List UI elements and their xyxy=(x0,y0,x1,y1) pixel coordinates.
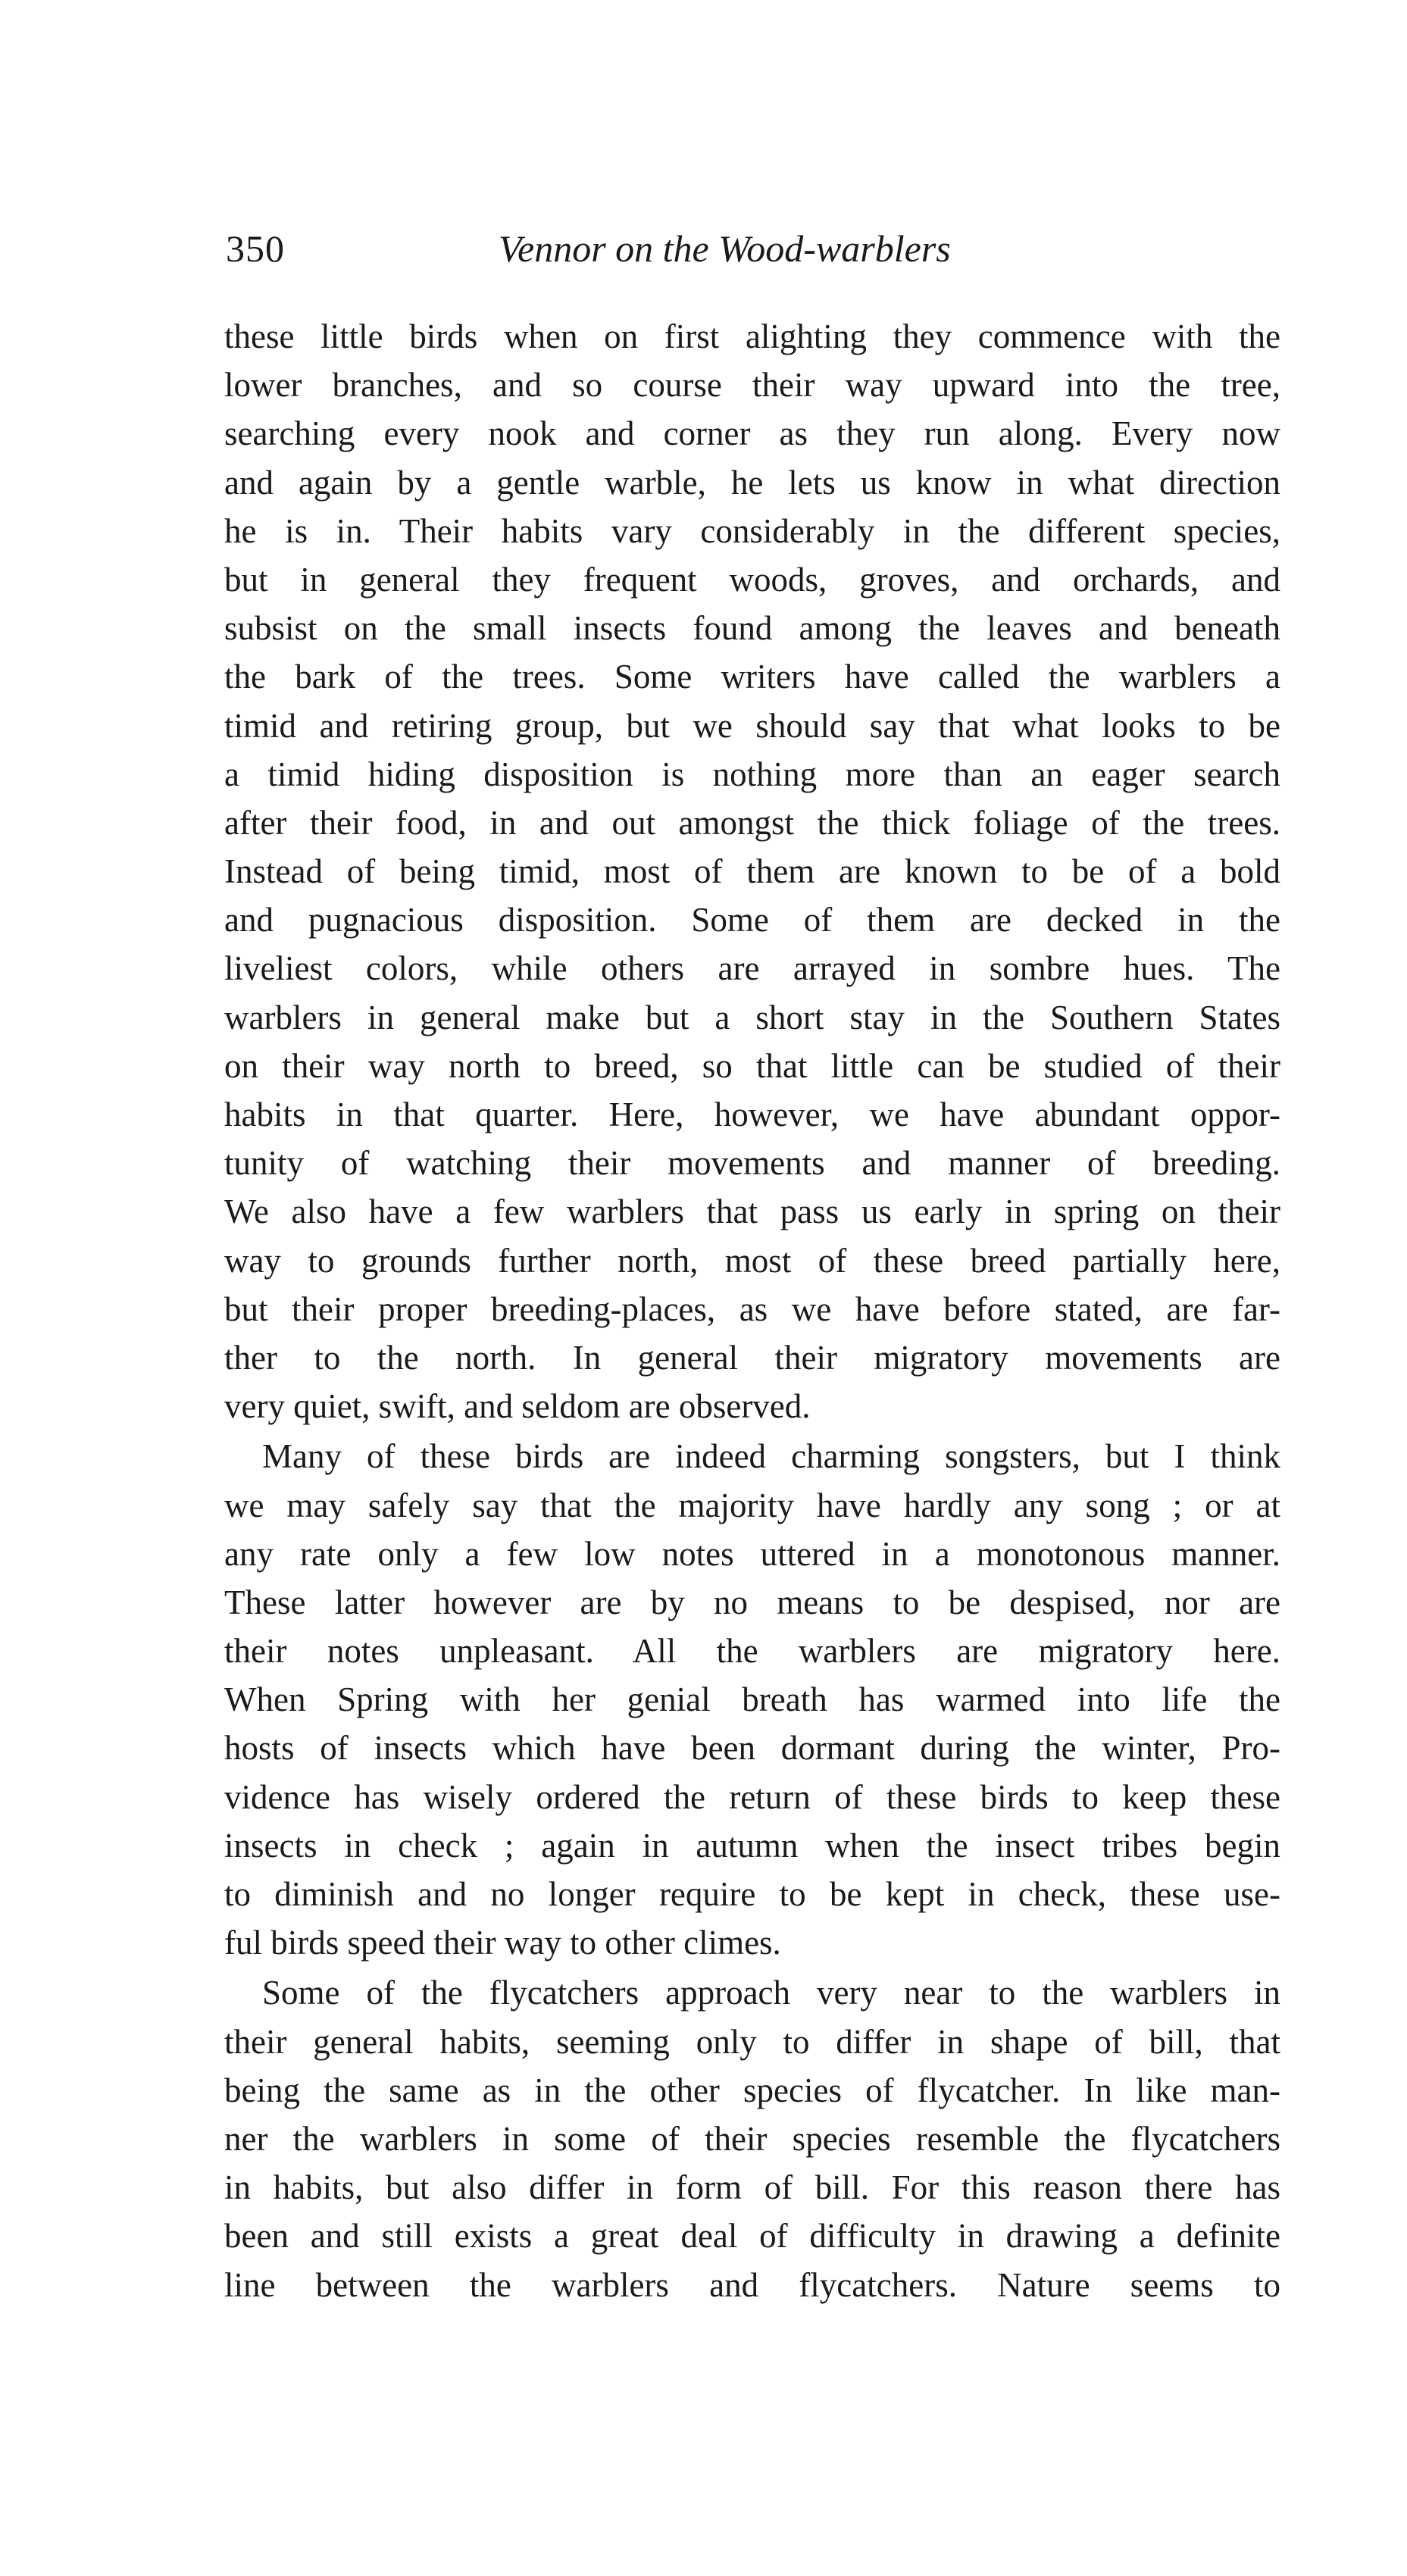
text-line: their general habits, seeming only to differ in shape of bill, that xyxy=(224,2022,1280,2061)
text-line: liveliest colors, while others are arrayed in sombre hues. The xyxy=(224,949,1280,988)
page-header xyxy=(226,221,1280,276)
text-line: timid and retiring group, but we should say that what looks to be xyxy=(224,706,1280,745)
text-line: Some of the flycatchers approach very near to the warblers in xyxy=(262,1974,1280,2012)
text-line: on their way north to breed, so that little can be studied of their xyxy=(224,1046,1280,1085)
text-line: vidence has wisely ordered the return of these birds to keep these xyxy=(224,1777,1280,1816)
text-line: but in general they frequent woods, groves, and orchards, and xyxy=(224,560,1280,599)
text-line: tunity of watching their movements and manner of breeding. xyxy=(224,1144,1280,1183)
text-line: insects in check ; again in autumn when the insect tribes begin xyxy=(224,1826,1280,1865)
text-line: Many of these birds are indeed charming songsters, but I think xyxy=(262,1437,1280,1476)
text-line: any rate only a few low notes uttered in a monotonous manner. xyxy=(224,1534,1280,1573)
page-number: 350 xyxy=(226,227,285,270)
text-line: When Spring with her genial breath has warmed into life the xyxy=(224,1680,1280,1719)
text-line: subsist on the small insects found among the leaves and beneath xyxy=(224,609,1280,648)
text-line: and again by a gentle warble, he lets us know in what direction xyxy=(224,463,1280,502)
text-line: line between the warblers and flycatchers. Nature seems to xyxy=(224,2265,1280,2304)
text-line: ner the warblers in some of their species resemble the flycatchers xyxy=(224,2119,1280,2158)
text-line: ful birds speed their way to other climes. xyxy=(224,1924,781,1962)
text-line: in habits, but also differ in form of bill. For this reason there has xyxy=(224,2168,1280,2207)
text-line: very quiet, swift, and seldom are observed. xyxy=(224,1387,811,1426)
body-text xyxy=(224,312,1280,2309)
text-line: these little birds when on first alighting they commence with the xyxy=(224,317,1280,355)
text-line: a timid hiding disposition is nothing more than an eager search xyxy=(224,755,1280,793)
text-line: the bark of the trees. Some writers have called the warblers a xyxy=(224,658,1280,696)
text-line: their notes unpleasant. All the warblers are migratory here. xyxy=(224,1632,1280,1671)
text-line: way to grounds further north, most of these breed partially here, xyxy=(224,1241,1280,1280)
text-line: hosts of insects which have been dormant during the winter, Pro- xyxy=(224,1729,1280,1768)
text-line: being the same as in the other species of flycatcher. In like man- xyxy=(224,2071,1280,2109)
text-line: searching every nook and corner as they run along. Every now xyxy=(224,414,1280,453)
paragraph-3 xyxy=(224,1968,1280,2309)
text-line: we may safely say that the majority have hardly any song ; or at xyxy=(224,1486,1280,1524)
text-line: We also have a few warblers that pass us early in spring on their xyxy=(224,1193,1280,1231)
text-line: and pugnacious disposition. Some of them are decked in the xyxy=(224,901,1280,939)
text-line: habits in that quarter. Here, however, we have abundant oppor- xyxy=(224,1096,1280,1133)
text-line: after their food, in and out amongst the thick foliage of the trees. xyxy=(224,803,1280,842)
running-title: Vennor on the Wood-warblers xyxy=(499,227,951,270)
paragraph-1 xyxy=(224,312,1280,1430)
text-line: ther to the north. In general their migratory movements are xyxy=(224,1338,1280,1377)
text-line: been and still exists a great deal of difficulty in drawing a definite xyxy=(224,2217,1280,2256)
text-line: to diminish and no longer require to be kept in check, these use- xyxy=(224,1875,1280,1913)
text-line: These latter however are by no means to be despised, nor are xyxy=(224,1583,1280,1621)
text-line: he is in. Their habits vary considerably in the different species, xyxy=(224,511,1280,550)
text-line: warblers in general make but a short stay in the Southern States xyxy=(224,998,1280,1036)
paragraph-2 xyxy=(224,1432,1280,1967)
text-line: lower branches, and so course their way upward into the tree, xyxy=(224,366,1280,405)
text-line: but their proper breeding-places, as we have before stated, are far- xyxy=(224,1290,1280,1328)
text-line: Instead of being timid, most of them are known to be of a bold xyxy=(224,852,1280,891)
